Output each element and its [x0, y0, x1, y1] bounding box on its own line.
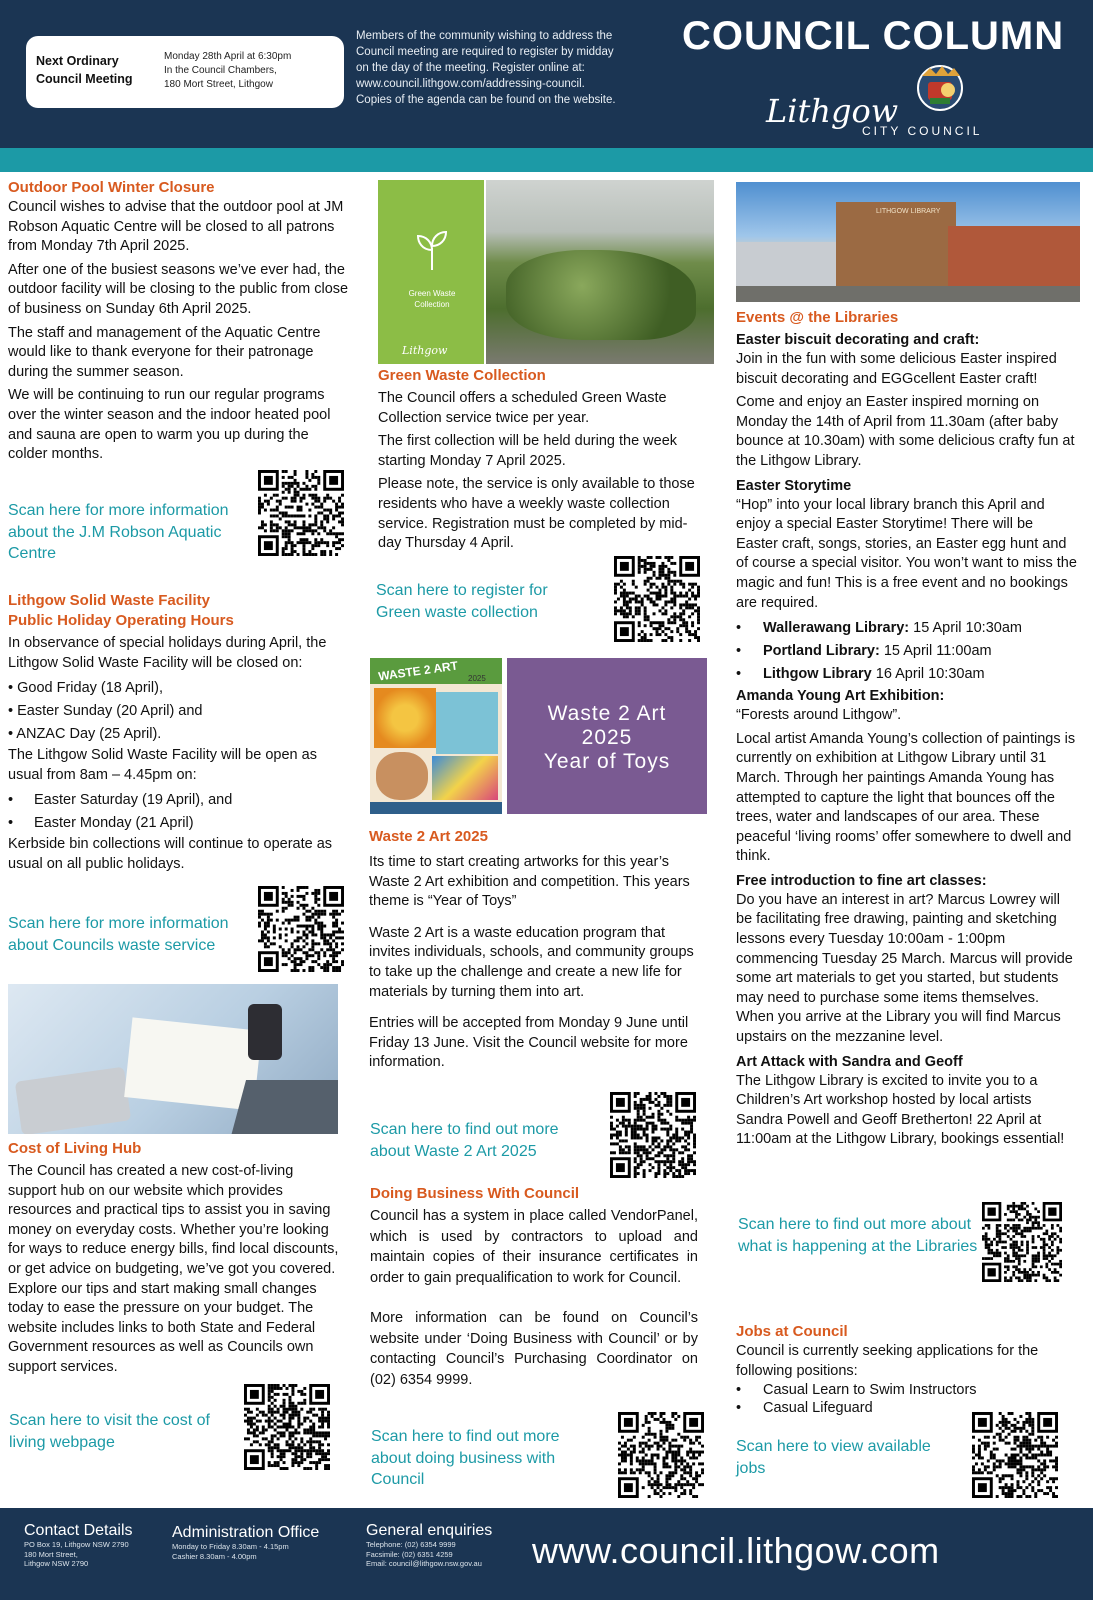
pool-qr-code[interactable] — [258, 470, 344, 556]
business-scan-link[interactable]: Scan here to find out more about doing business with Council — [371, 1428, 560, 1488]
jobs-paragraph: Council is currently seeking applications for the following positions: — [736, 1343, 1039, 1379]
open-day-text: Easter Monday (21 April) — [34, 815, 194, 832]
poster-artwork-4 — [432, 756, 498, 800]
library-events-section — [736, 308, 1078, 1154]
footer-general — [366, 1522, 526, 1569]
notice-line: Copies of the agenda can be found on the website. — [356, 94, 616, 106]
green-paragraph: Please note, the service is only available to those residents who have a weekly waste collection service. Registration must be completed by mid-day Thursday 4 April. — [378, 476, 695, 552]
amanda-paragraph: Local artist Amanda Young’s collection of paintings is currently on exhibition at Lithgow Library until 31 March. Through her paintings Amanda Young has attempted to capture the light that bounces off the trees, water and landscapes of our area. These peaceful ‘living rooms’ offer somewhere to dwell and think. — [736, 730, 1076, 865]
business-section — [370, 1184, 698, 1394]
footer-admin — [172, 1524, 352, 1561]
art-paragraph: Waste 2 Art is a waste education program that invites individuals, schools, and community groups to take up the challenge and create a new life for materials by turning them into art. — [369, 924, 694, 1000]
jobs-heading: Jobs at Council — [736, 1323, 848, 1340]
contact-line: Lithgow NSW 2790 — [24, 1559, 89, 1568]
fine-art-paragraph: Do you have an interest in art? Marcus Lowrey will be facilitating free drawing, painting and sketching lessons every Tuesday 10:00am - 1:00pm commencing Tuesday 25 March. Marcus will provide some art materials to get you started, but students may need to purchase some items themselves. When you arrive at the Library you will find Marcus upstairs on the mezzanine level. — [736, 891, 1073, 1046]
laptop-shape — [230, 1080, 338, 1134]
admin-line: Monday to Friday 8.30am - 4.15pm — [172, 1542, 289, 1551]
contact-line: 180 Mort Street, — [24, 1549, 78, 1559]
jobs-scan-link[interactable]: Scan here to view available jobs — [736, 1438, 931, 1477]
art-attack-paragraph: The Lithgow Library is excited to invite you to a Children’s Art workshop hosted by local artists Sandra Powell and Geoff Bretherton! 22 April at 11:00am at the Lithgow Library, bookings essential! — [736, 1072, 1065, 1148]
art-heading: Waste 2 Art 2025 — [369, 828, 488, 845]
column-left — [8, 178, 350, 469]
pool-heading: Outdoor Pool Winter Closure — [8, 179, 215, 196]
branch-item: • Lithgow Library 16 April 10:30am — [736, 663, 1078, 686]
library-photo — [736, 182, 1080, 302]
green-paragraph: The first collection will be held during the week starting Monday 7 April 2025. — [378, 433, 678, 469]
page-title: COUNCIL COLUMN — [682, 14, 1065, 58]
general-heading: General enquiries — [366, 1522, 493, 1539]
contact-heading: Contact Details — [24, 1522, 133, 1539]
poster-year: 2025 — [468, 674, 486, 683]
jobs-qr-code[interactable] — [972, 1412, 1058, 1498]
waste2art-poster — [370, 658, 502, 814]
cost-of-living-section — [8, 1139, 342, 1382]
green-poster-title: Green Waste Collection — [408, 289, 456, 309]
waste-paragraph: The Lithgow Solid Waste Facility will be open as usual from 8am – 4.45pm on: — [8, 747, 317, 783]
address-council-notice — [356, 28, 656, 108]
job-title: Casual Lifeguard — [763, 1400, 873, 1417]
green-waste-image — [378, 180, 714, 364]
poster-artwork-1 — [374, 688, 436, 748]
cost-qr-code[interactable] — [244, 1384, 330, 1470]
job-item: • Casual Lifeguard — [736, 1400, 873, 1417]
pool-paragraph: Council wishes to advise that the outdoor pool at JM Robson Aquatic Centre will be closed to all patrons from Monday 7th April 2025. — [8, 199, 344, 255]
cost-heading: Cost of Living Hub — [8, 1140, 142, 1157]
meeting-label-line: Council Meeting — [36, 72, 133, 86]
business-paragraph: More information can be found on Council’s website under ‘Doing Business with Council’ or by contacting Council’s Purchasing Coordinator on (02) 6354 9999. — [370, 1310, 698, 1388]
branch-name: Wallerawang Library: — [763, 620, 910, 637]
green-waste-photo — [486, 180, 714, 364]
meeting-date: Monday 28th April at 6:30pm — [164, 51, 292, 62]
closed-day-item: • ANZAC Day (25 April). — [8, 726, 162, 743]
library-scan-link[interactable]: Scan here to find out more about what is happening at the Libraries — [738, 1216, 978, 1255]
pool-scan-link[interactable]: Scan here for more information about the J.M Robson Aquatic Centre — [8, 502, 229, 562]
open-day-text: Easter Saturday (19 April), and — [34, 792, 233, 809]
art-scan-link[interactable]: Scan here to find out more about Waste 2 Art 2025 — [370, 1121, 559, 1160]
branch-name: Lithgow Library — [763, 666, 872, 683]
business-qr-code[interactable] — [618, 1412, 704, 1498]
art-paragraph: Its time to start creating artworks for this year’s Waste 2 Art exhibition and competition. This years theme is “Year of Toys” — [369, 854, 690, 910]
closed-day-item: • Good Friday (18 April), — [8, 680, 163, 697]
waste2art-section — [369, 827, 709, 1077]
calculator-shape — [15, 1067, 131, 1134]
notice-line: on the day of the meeting. Register online at: — [356, 62, 585, 74]
cost-paragraph: The Council has created a new cost-of-living support hub on our website which provides resources and practical tips to assist you in saving money on everyday costs. Whether you’re looking for ways to reduce energy bills, find local discounts, or get advice on budgeting, we’ve got you covered. Explore our tips and start making small changes today to ease the pressure on your budget. The website includes links to both State and Federal Government resources as well as Councils own support services. — [8, 1163, 339, 1375]
general-email[interactable]: Email: council@lithgow.nsw.gov.au — [366, 1559, 482, 1568]
footer-website-link[interactable]: www.council.lithgow.com — [532, 1530, 940, 1571]
meeting-details — [164, 50, 339, 92]
storytime-paragraph: “Hop” into your local library branch this April and enjoy a special Easter Storytime! There will be Easter craft, songs, stories, an Easter egg hunt and of course a special visitor. You won’t want to miss the magic and fun! This is a free event and no bookings are required. — [736, 496, 1077, 611]
waste-paragraph: In observance of special holidays during April, the Lithgow Solid Waste Facility will be closed on: — [8, 635, 327, 671]
green-waste-poster — [378, 180, 484, 364]
amanda-subtitle: “Forests around Lithgow”. — [736, 707, 902, 724]
biscuit-paragraph: Come and enjoy an Easter inspired morning on Monday the 14th of April from 11.30am (after baby bounce at 10.30am) with some delicious crafty fun at the Lithgow Library. — [736, 394, 1075, 469]
waste-heading: Lithgow Solid Waste Facility — [8, 592, 210, 609]
waste2art-panel — [507, 658, 707, 814]
phone-shape — [248, 1004, 282, 1060]
open-day-item: • Easter Saturday (19 April), and — [8, 789, 350, 812]
branch-time: 15 April 11:00am — [879, 643, 992, 660]
open-day-item: • Easter Monday (21 April) — [8, 812, 350, 835]
branch-item: • Portland Library: 15 April 11:00am — [736, 640, 1078, 663]
general-line: Facsimile: (02) 6351 4259 — [366, 1549, 453, 1559]
notice-line: Council meeting are required to register by midday — [356, 46, 614, 58]
library-wing — [948, 226, 1080, 292]
header-teal-band — [0, 148, 1093, 172]
council-crest-icon — [912, 62, 968, 114]
council-logo-name: Lithgow — [766, 92, 899, 130]
green-waste-pile — [506, 250, 696, 340]
waste-scan-link[interactable]: Scan here for more information about Councils waste service — [8, 915, 229, 954]
art-qr-code[interactable] — [610, 1092, 696, 1178]
admin-heading: Administration Office — [172, 1524, 320, 1541]
contact-line: PO Box 19, Lithgow NSW 2790 — [24, 1540, 129, 1549]
notice-line: Members of the community wishing to address the — [356, 30, 613, 42]
library-sign: LITHGOW LIBRARY — [876, 208, 941, 215]
pool-paragraph: The staff and management of the Aquatic Centre would like to thank everyone for their patronage during the summer season. — [8, 324, 321, 380]
meeting-venue: In the Council Chambers, — [164, 65, 277, 76]
poster-title: WASTE 2 ART — [377, 658, 459, 684]
sprout-icon — [414, 230, 450, 270]
amanda-heading: Amanda Young Art Exhibition: — [736, 688, 945, 705]
branch-time: 16 April 10:30am — [871, 666, 985, 683]
waste-subheading: Public Holiday Operating Hours — [8, 612, 234, 629]
meeting-info-box — [26, 36, 344, 108]
poster-footer-band — [370, 802, 502, 814]
fine-art-heading: Free introduction to fine art classes: — [736, 872, 987, 889]
meeting-address: 180 Mort Street, Lithgow — [164, 79, 273, 90]
street — [736, 286, 1080, 302]
art-attack-heading: Art Attack with Sandra and Geoff — [736, 1053, 963, 1070]
panel-line: 2025 — [581, 726, 633, 749]
panel-line: Year of Toys — [543, 750, 671, 773]
green-heading: Green Waste Collection — [378, 367, 546, 384]
branch-time: 15 April 10:30am — [909, 620, 1022, 637]
job-title: Casual Learn to Swim Instructors — [763, 1382, 977, 1399]
waste-qr-code[interactable] — [258, 886, 344, 972]
biscuit-heading: Easter biscuit decorating and craft: — [736, 332, 980, 348]
storytime-heading: Easter Storytime — [736, 477, 852, 494]
council-logo-subtitle: CITY COUNCIL — [862, 124, 983, 138]
admin-line: Cashier 8.30am - 4.00pm — [172, 1551, 257, 1561]
business-heading: Doing Business With Council — [370, 1185, 580, 1202]
notice-link[interactable]: www.council.lithgow.com/addressing-council. — [356, 78, 585, 90]
panel-title — [507, 658, 707, 774]
pool-paragraph: After one of the busiest seasons we’ve ever had, the outdoor facility will be closing to the public from close of business on Sunday 6th April 2025. — [8, 261, 349, 317]
branch-name: Portland Library: — [763, 643, 880, 660]
meeting-label — [36, 52, 156, 88]
art-paragraph: Entries will be accepted from Monday 9 June until Friday 13 June. Visit the Council website for more information. — [369, 1015, 689, 1071]
green-qr-code[interactable] — [614, 556, 700, 642]
closed-day-item: • Easter Sunday (20 April) and — [8, 703, 203, 720]
poster-artwork-2 — [436, 692, 498, 754]
waste-paragraph: Kerbside bin collections will continue to operate as usual on all public holidays. — [8, 836, 333, 872]
cost-scan-link[interactable]: Scan here to visit the cost of living webpage — [9, 1412, 210, 1451]
budget-photo — [8, 984, 338, 1134]
branch-item: • Wallerawang Library: 15 April 10:30am — [736, 617, 1078, 640]
pool-paragraph: We will be continuing to run our regular programs over the winter season and the indoor heated pool and sauna are open to warm you up during the colder months. — [8, 387, 331, 463]
library-side-building — [736, 242, 836, 292]
library-building — [836, 202, 956, 292]
waste-facility-section — [8, 591, 350, 879]
panel-line: Waste 2 Art — [547, 702, 667, 725]
general-line: Telephone: (02) 6354 9999 — [366, 1540, 456, 1549]
meeting-label-line: Next Ordinary — [36, 54, 119, 68]
business-paragraph: Council has a system in place called VendorPanel, which is used by contractors to upload and maintain copies of their insurance certificates in order to gain prequalification to work for Council. — [370, 1208, 698, 1286]
biscuit-paragraph: Join in the fun with some delicious Easter inspired biscuit decorating and EGGcellent Easter craft! — [736, 351, 1057, 387]
header-banner — [0, 0, 1093, 148]
green-poster-logo: Lithgow — [402, 344, 448, 357]
job-item: • Casual Learn to Swim Instructors — [736, 1382, 977, 1399]
library-qr-code[interactable] — [982, 1202, 1062, 1282]
poster-artwork-3 — [376, 752, 428, 800]
footer — [0, 1508, 1093, 1600]
footer-contact — [24, 1522, 164, 1569]
library-heading: Events @ the Libraries — [736, 309, 899, 326]
green-scan-link[interactable]: Scan here to register for Green waste collection — [376, 582, 548, 621]
jobs-section — [736, 1322, 1078, 1421]
green-waste-section — [378, 366, 708, 558]
green-paragraph: The Council offers a scheduled Green Waste Collection service twice per year. — [378, 390, 667, 426]
